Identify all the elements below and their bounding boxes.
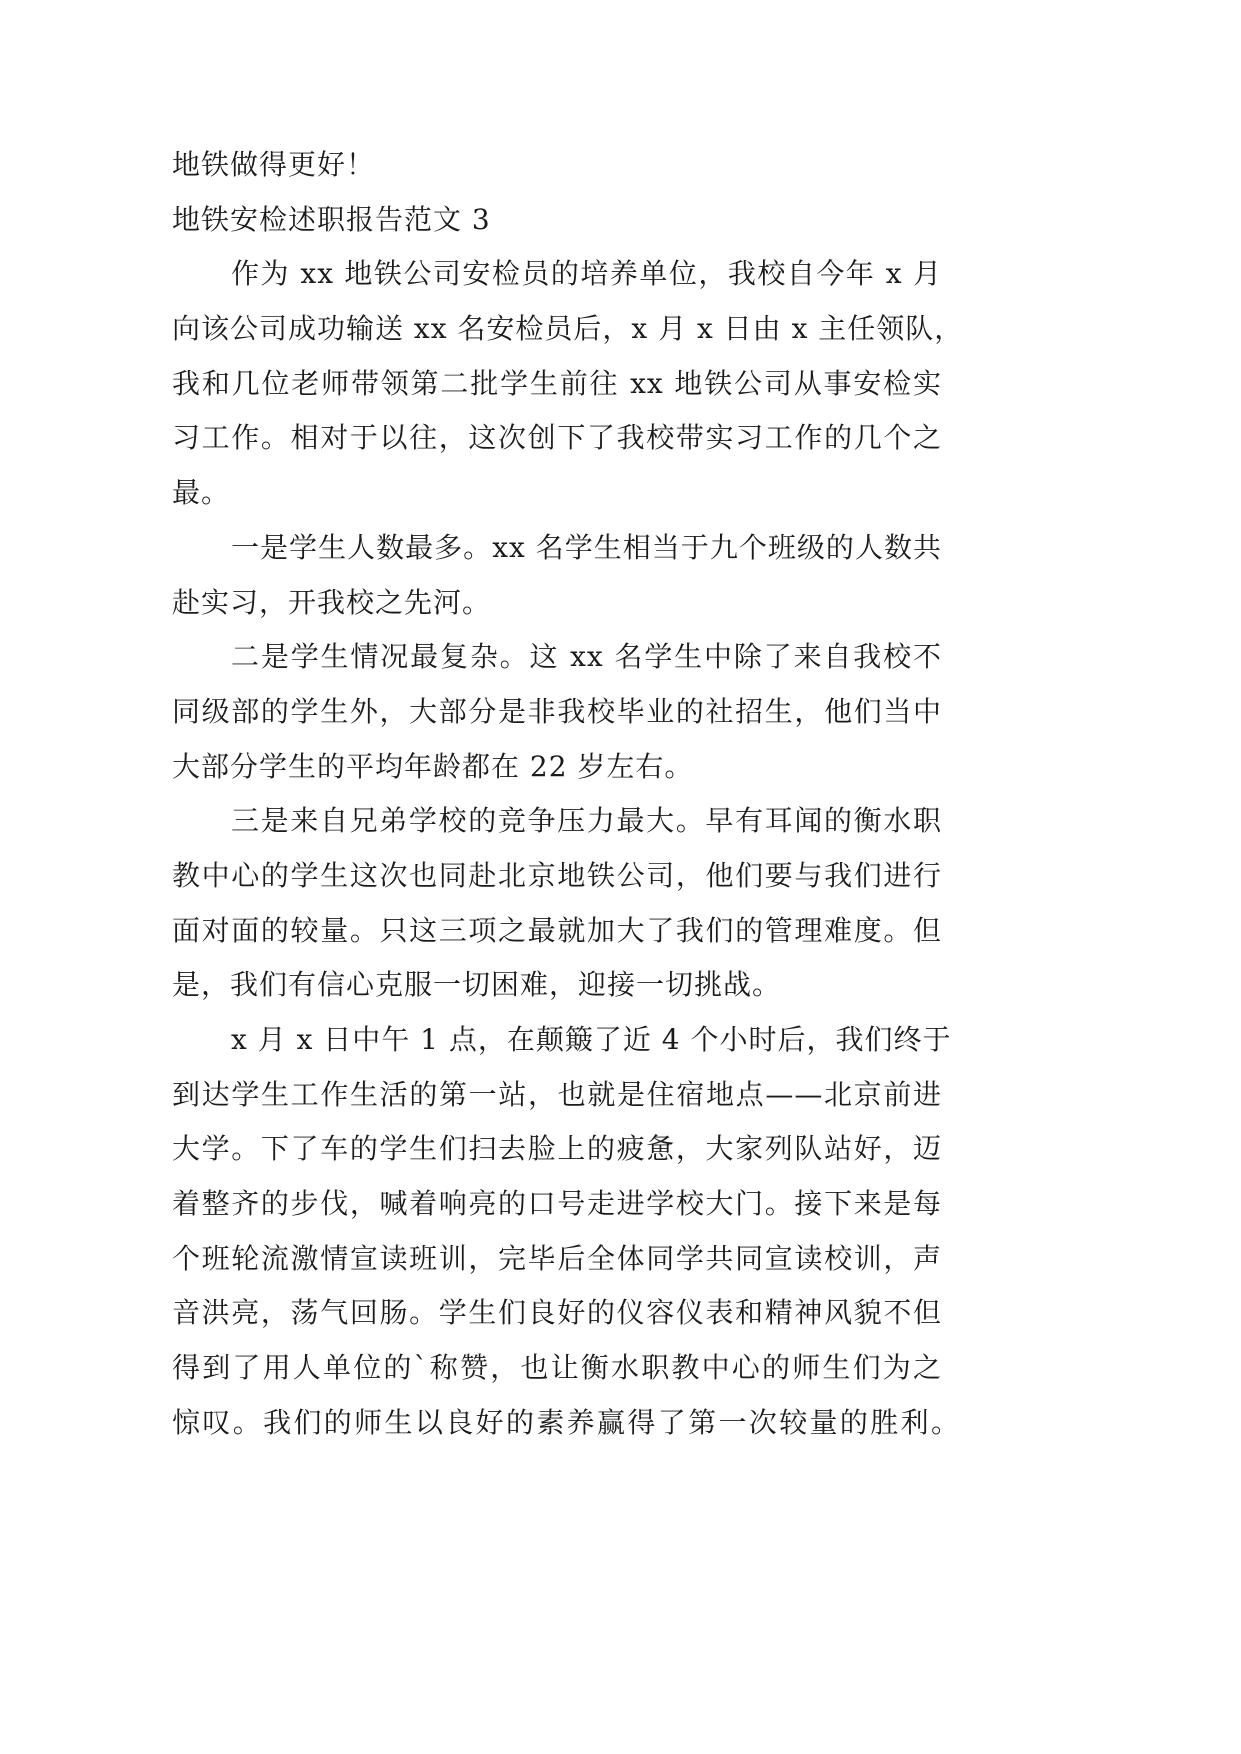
paragraph-line: 是，我们有信心克服一切困难，迎接一切挑战。	[172, 968, 782, 1002]
paragraph-line: 二是学生情况最复杂。这 xx 名学生中除了来自我校不	[231, 640, 942, 674]
paragraph-line: 三是来自兄弟学校的竞争压力最大。早有耳闻的衡水职	[231, 804, 942, 838]
paragraph-line: 着整齐的步伐，喊着响亮的口号走进学校大门。接下来是每	[172, 1187, 942, 1221]
continuation-line: 地铁做得更好！	[172, 148, 376, 181]
paragraph-line: 最。	[172, 476, 231, 510]
paragraph-line: 同级部的学生外，大部分是非我校毕业的社招生，他们当中	[172, 694, 942, 728]
paragraph-line: 作为 xx 地铁公司安检员的培养单位，我校自今年 x 月	[231, 257, 942, 291]
section-title: 地铁安检述职报告范文 3	[172, 202, 491, 236]
document-body	[172, 138, 972, 1451]
paragraph-line: 一是学生人数最多。xx 名学生相当于九个班级的人数共	[231, 530, 942, 564]
paragraph-line: 惊叹。我们的师生以良好的素养赢得了第一次较量的胜利。	[172, 1405, 960, 1439]
paragraph-line: 习工作。相对于以往，这次创下了我校带实习工作的几个之	[172, 421, 942, 455]
paragraph-line: 个班轮流激情宣读班训，完毕后全体同学共同宣读校训，声	[172, 1241, 942, 1275]
paragraph-line: 教中心的学生这次也同赴北京地铁公司，他们要与我们进行	[172, 858, 942, 892]
paragraph-2	[172, 521, 972, 630]
paragraph-3	[172, 630, 972, 794]
paragraph-line: 到达学生工作生活的第一站，也就是住宿地点——北京前进	[172, 1077, 942, 1111]
paragraph-line: 我和几位老师带领第二批学生前往 xx 地铁公司从事安检实	[172, 366, 942, 400]
paragraph-4	[172, 794, 972, 1013]
paragraph-line: x 月 x 日中午 1 点，在颠簸了近 4 个小时后，我们终于	[231, 1023, 952, 1056]
paragraph-line: 大学。下了车的学生们扫去脸上的疲惫，大家列队站好，迈	[172, 1132, 942, 1166]
paragraph-line: 向该公司成功输送 xx 名安检员后，x 月 x 日由 x 主任领队，	[172, 312, 964, 346]
paragraph-line: 得到了用人单位的`称赞，也让衡水职教中心的师生们为之	[172, 1351, 942, 1385]
paragraph-line: 大部分学生的平均年龄都在 22 岁左右。	[172, 749, 694, 783]
paragraph-5	[172, 1013, 972, 1451]
paragraph-line: 赴实习，开我校之先河。	[172, 585, 492, 619]
paragraph-1	[172, 247, 972, 520]
paragraph-line: 面对面的较量。只这三项之最就加大了我们的管理难度。但	[172, 913, 942, 947]
paragraph-line: 音洪亮，荡气回肠。学生们良好的仪容仪表和精神风貌不但	[172, 1296, 942, 1330]
